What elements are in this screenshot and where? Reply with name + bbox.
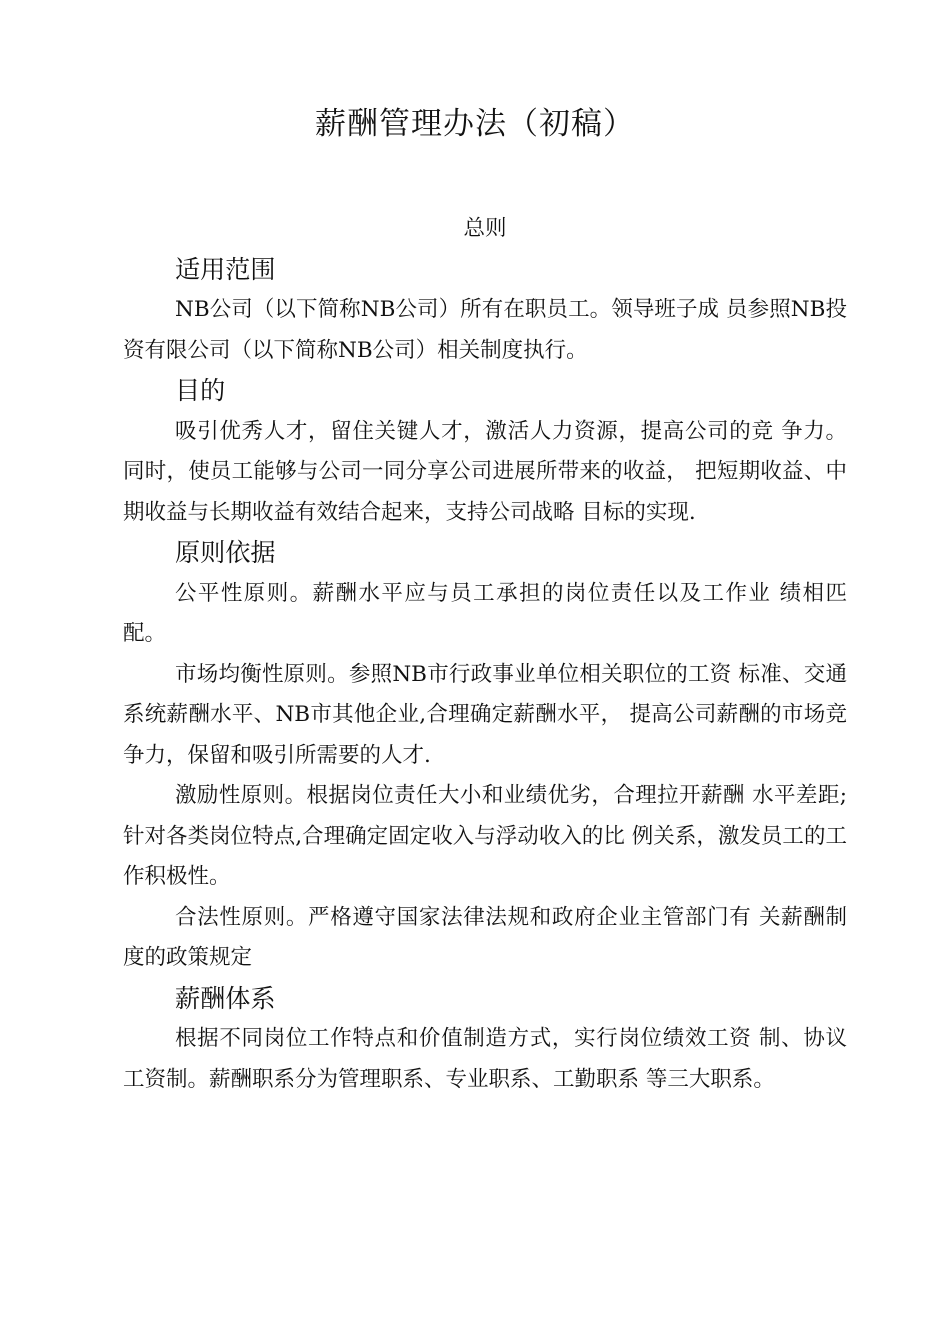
section-principles xyxy=(123,533,847,979)
paragraph: 激励性原则。根据岗位责任大小和业绩优劣，合理拉开薪酬 水平差距;针对各类岗位特点,合理确定固定收入与浮动收入的比 例关系，激发员工的工作积极性。 xyxy=(123,783,847,889)
paragraph: 根据不同岗位工作特点和价值制造方式，实行岗位绩效工资 制、协议工资制。薪酬职系分为管理职系、专业职系、工勤职系 等三大职系。 xyxy=(123,1026,847,1092)
section-heading: 薪酬体系 xyxy=(175,983,276,1013)
section-heading: 适用范围 xyxy=(175,254,276,284)
section-purpose xyxy=(123,371,847,533)
paragraph: NB公司（以下简称NB公司）所有在职员工。领导班子成 员参照NB投资有限公司（以下简称NB公司）相关制度执行。 xyxy=(123,297,847,363)
paragraph: 市场均衡性原则。参照NB市行政事业单位相关职位的工资 标准、交通系统薪酬水平、NB市其他企业,合理确定薪酬水平， 提高公司薪酬的市场竞争力，保留和吸引所需要的人才. xyxy=(123,661,847,768)
section-heading: 目的 xyxy=(175,376,226,405)
section-scope xyxy=(123,250,847,372)
paragraph: 吸引优秀人才，留住关键人才，激活人力资源，提高公司的竞 争力。同时，使员工能够与公司一同分享公司进展所带来的收益， 把短期收益、中期收益与长期收益有效结合起来，支持公司战略 目标的实现. xyxy=(123,418,847,525)
document-title: 薪酬管理办法（初稿） xyxy=(315,106,635,142)
document-body xyxy=(123,209,847,1100)
section-heading: 原则依据 xyxy=(175,538,276,567)
chapter-heading: 总则 xyxy=(463,216,507,241)
paragraph: 公平性原则。薪酬水平应与员工承担的岗位责任以及工作业 绩相匹配。 xyxy=(123,580,847,646)
paragraph: 合法性原则。严格遵守国家法律法规和政府企业主管部门有 关薪酬制度的政策规定 xyxy=(123,904,847,970)
section-salary-system xyxy=(123,979,847,1101)
